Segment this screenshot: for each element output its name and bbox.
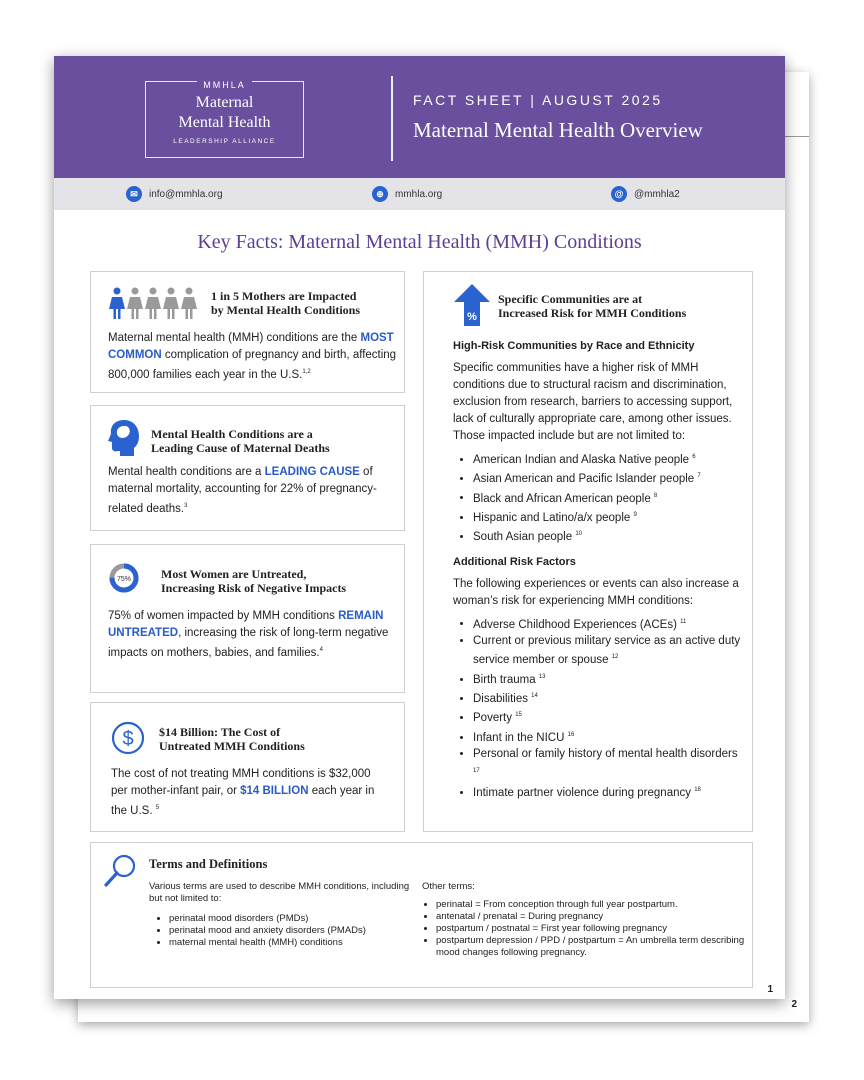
list-item: • Personal or family history of mental health disorders $^{17}$ — [473, 746, 743, 782]
head-silhouette-icon — [108, 418, 140, 456]
list-item: • postpartum / postnatal = First year following pregnancy — [436, 923, 756, 935]
globe-icon: ⊕ — [372, 186, 388, 202]
card-one-emphasis: MOST COMMON — [108, 332, 394, 361]
card-two-body: Mental health conditions are a LEADING CAUSE of maternal mortality, accounting for 22% of pregnancy-related deaths.$^3$ — [108, 466, 377, 515]
fact-sheet-date: FACT SHEET | AUGUST 2025 — [413, 92, 663, 108]
card-three-emphasis: REMAIN UNTREATED — [108, 610, 384, 639]
list-item: • antenatal / prenatal = During pregnancy — [436, 911, 756, 923]
card-one-heading: 1 in 5 Mothers are Impacted by Mental Health Conditions — [211, 289, 361, 317]
card-three-body: 75% of women impacted by MMH conditions REMAIN UNTREATED, increasing the risk of long-term negative impacts on mothers, babies, and families.$^4$ — [108, 610, 389, 659]
list-item: • perinatal = From conception through full year postpartum. — [436, 899, 756, 911]
risk-factors-paragraph: The following experiences or events can also increase a woman’s risk for experiencing MMH conditions: — [453, 577, 739, 607]
back-page-number: 2 — [791, 999, 797, 1010]
list-item: • South Asian people $^{10}$ — [473, 526, 743, 545]
up-arrow-percent-icon — [454, 284, 490, 326]
card-leading-cause — [90, 405, 405, 531]
terms-box — [90, 842, 753, 988]
page-number: 1 — [767, 984, 773, 995]
handle-text: @mmhla2 — [634, 188, 680, 200]
subheading-race-ethnicity: High-Risk Communities by Race and Ethnicity — [453, 340, 695, 352]
list-item: • Infant in the NICU $^{16}$ — [473, 727, 743, 746]
subheading-risk-factors: Additional Risk Factors — [453, 555, 576, 568]
percent-glyph: % — [467, 311, 477, 323]
mail-icon: ✉ — [126, 186, 142, 202]
logo-line-2: Mental Health — [178, 114, 271, 131]
race-ethnicity-list — [453, 449, 743, 546]
header-banner — [54, 56, 785, 178]
list-item: • Poverty $^{15}$ — [473, 707, 743, 726]
race-ethnicity-paragraph: Specific communities have a higher risk of MMH conditions due to structural racism and discrimination, exclusion from research, barriers to accessing support, lack of culturally appropriate care, among other issues. Those impacted include but are not limited to: — [453, 362, 733, 442]
card-communities — [423, 271, 753, 832]
donut-label: 75% — [116, 576, 132, 583]
list-item: • perinatal mood disorders (PMDs) — [169, 913, 429, 925]
donut-chart-icon — [109, 563, 139, 593]
list-item: • Birth trauma $^{13}$ — [473, 669, 743, 688]
terms-intro: Various terms are used to describe MMH conditions, including but not limited to: — [149, 881, 410, 904]
document-title: Maternal Mental Health Overview — [413, 118, 703, 142]
list-item: • postpartum depression / PPD / postpartum = An umbrella term describing mood changes following pregnancy. — [436, 935, 756, 959]
card-communities-heading: Specific Communities are at Increased Risk for MMH Conditions — [498, 292, 687, 320]
logo — [145, 81, 304, 158]
card-untreated — [90, 544, 405, 693]
header-divider — [391, 76, 393, 161]
card-one-in-five — [90, 271, 405, 393]
card-cost — [90, 702, 405, 832]
terms-title: Terms and Definitions — [149, 857, 268, 871]
card-two-emphasis: LEADING CAUSE — [264, 466, 360, 478]
list-item: • Current or previous military service as an active duty service member or spouse $^{12}$ — [473, 633, 743, 669]
email-text: info@mmhla.org — [149, 188, 223, 200]
contact-handle[interactable] — [611, 186, 680, 202]
card-four-body: The cost of not treating MMH conditions is $32,000 per mother-infant pair, or $14 BILLION each year in the U.S. $^5$ — [111, 768, 375, 817]
contact-bar — [54, 178, 785, 210]
contact-website[interactable] — [372, 186, 442, 202]
card-one-body: Maternal mental health (MMH) conditions are the MOST COMMON complication of pregnancy and birth, affecting 800,000 families each year in the U.S.$^{1,2}$ — [108, 332, 397, 381]
website-text: mmhla.org — [395, 188, 443, 200]
dollar-icon — [111, 721, 145, 755]
card-two-heading: Mental Health Conditions are a Leading Cause of Maternal Deaths — [151, 427, 330, 455]
magnifier-icon — [103, 853, 137, 889]
list-item: • maternal mental health (MMH) conditions — [169, 937, 429, 949]
list-item: • Black and African American people $^8$ — [473, 488, 743, 507]
list-item: • Hispanic and Latino/a/x people $^9$ — [473, 507, 743, 526]
dollar-glyph: $ — [122, 728, 134, 750]
front-page — [54, 56, 785, 999]
at-icon: @ — [611, 186, 627, 202]
list-item: • Disabilities $^{14}$ — [473, 688, 743, 707]
contact-email[interactable] — [126, 186, 223, 202]
logo-acronym: MMHLA — [197, 80, 252, 90]
other-terms-title: Other terms: — [422, 881, 475, 892]
main-title: Key Facts: Maternal Mental Health (MMH) Conditions — [197, 231, 642, 253]
list-item: • perinatal mood and anxiety disorders (PMADs) — [169, 925, 429, 937]
terms-right-list — [422, 899, 756, 959]
logo-subtitle: LEADERSHIP ALLIANCE — [173, 138, 276, 145]
list-item: • Adverse Childhood Experiences (ACEs) $^{11}$ — [473, 614, 743, 633]
communities-content — [453, 338, 743, 809]
list-item: • Asian American and Pacific Islander people $^7$ — [473, 468, 743, 487]
card-three-heading: Most Women are Untreated, Increasing Risk of Negative Impacts — [161, 567, 347, 595]
card-four-heading: $14 Billion: The Cost of Untreated MMH Conditions — [159, 725, 305, 753]
list-item: • Intimate partner violence during pregnancy $^{18}$ — [473, 782, 743, 801]
logo-line-1: Maternal — [195, 94, 254, 111]
mother-figures-icon — [109, 287, 199, 321]
risk-factors-list — [453, 614, 743, 802]
list-item: • American Indian and Alaska Native people $^6$ — [473, 449, 743, 468]
terms-left-list — [155, 913, 429, 949]
card-four-emphasis: $14 BILLION — [240, 785, 309, 797]
